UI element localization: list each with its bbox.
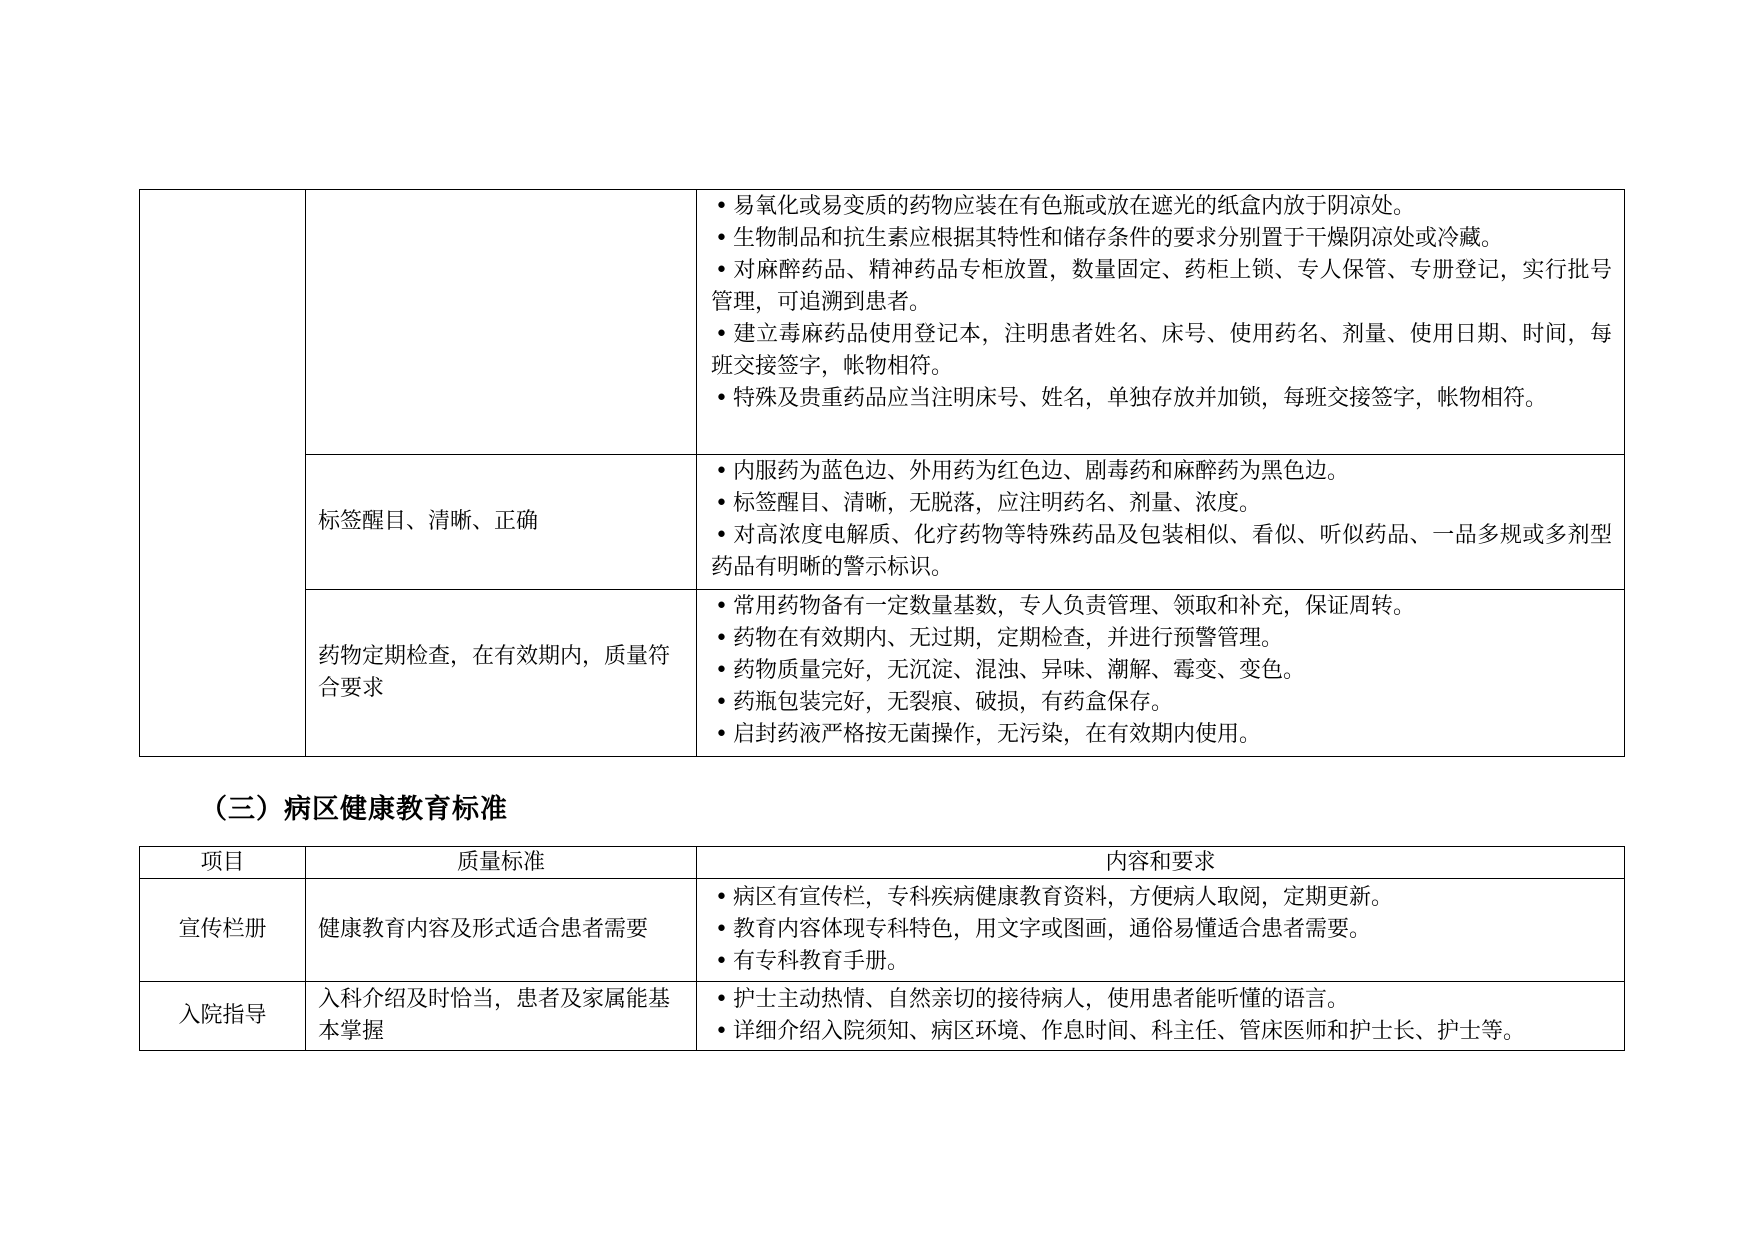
content-line: • 对高浓度电解质、化疗药物等特殊药品及包装相似、看似、听似药品、一品多规或多剂型药品有明晰的警示标识。 [711,520,1612,584]
table-row [140,879,1625,982]
content-line: • 标签醒目、清晰，无脱落，应注明药名、剂量、浓度。 [711,488,1612,520]
content-line: • 详细介绍入院须知、病区环境、作息时间、科主任、管床医师和护士长、护士等。 [711,1016,1612,1048]
item-cell-continued [140,190,306,757]
content-line: • 有专科教育手册。 [711,946,1612,978]
content-line: • 易氧化或易变质的药物应装在有色瓶或放在遮光的纸盒内放于阴凉处。 [711,191,1612,223]
content-line: • 常用药物备有一定数量基数，专人负责管理、领取和补充，保证周转。 [711,591,1612,623]
table-row [140,190,1625,455]
medication-management-table [139,189,1625,757]
content-line: • 启封药液严格按无菌操作，无污染，在有效期内使用。 [711,719,1612,751]
content-line: • 对麻醉药品、精神药品专柜放置，数量固定、药柜上锁、专人保管、专册登记，实行批号管理，可追溯到患者。 [711,255,1612,319]
content-cell [697,982,1625,1051]
content-cell [697,190,1625,455]
header-standard: 质量标准 [306,847,697,879]
table-row [140,590,1625,757]
content-line: • 特殊及贵重药品应当注明床号、姓名，单独存放并加锁，每班交接签字，帐物相符。 [711,383,1612,415]
item-cell: 宣传栏册 [140,879,306,982]
content-line: • 病区有宣传栏，专科疾病健康教育资料，方便病人取阅，定期更新。 [711,882,1612,914]
content-line: • 生物制品和抗生素应根据其特性和储存条件的要求分别置于干燥阴凉处或冷藏。 [711,223,1612,255]
content-line: • 药物质量完好，无沉淀、混浊、异味、潮解、霉变、变色。 [711,655,1612,687]
standard-cell: 标签醒目、清晰、正确 [306,455,697,590]
content-cell [697,455,1625,590]
content-line: • 药瓶包装完好，无裂痕、破损，有药盒保存。 [711,687,1612,719]
standard-cell: 健康教育内容及形式适合患者需要 [306,879,697,982]
health-education-table [139,846,1625,1051]
content-line: • 教育内容体现专科特色，用文字或图画，通俗易懂适合患者需要。 [711,914,1612,946]
header-content: 内容和要求 [697,847,1625,879]
standard-cell [306,190,697,455]
table-row [140,455,1625,590]
content-line: • 内服药为蓝色边、外用药为红色边、剧毒药和麻醉药为黑色边。 [711,456,1612,488]
section-heading: （三）病区健康教育标准 [200,794,508,825]
content-line: • 建立毒麻药品使用登记本，注明患者姓名、床号、使用药名、剂量、使用日期、时间，每班交接签字，帐物相符。 [711,319,1612,383]
header-item: 项目 [140,847,306,879]
content-line: • 护士主动热情、自然亲切的接待病人，使用患者能听懂的语言。 [711,984,1612,1016]
content-line: • 药物在有效期内、无过期，定期检查，并进行预警管理。 [711,623,1612,655]
content-cell [697,590,1625,757]
standard-cell: 药物定期检查，在有效期内，质量符合要求 [306,590,697,757]
content-cell [697,879,1625,982]
item-cell: 入院指导 [140,982,306,1051]
table-row [140,982,1625,1051]
standard-cell: 入科介绍及时恰当，患者及家属能基本掌握 [306,982,697,1051]
table-header-row [140,847,1625,879]
